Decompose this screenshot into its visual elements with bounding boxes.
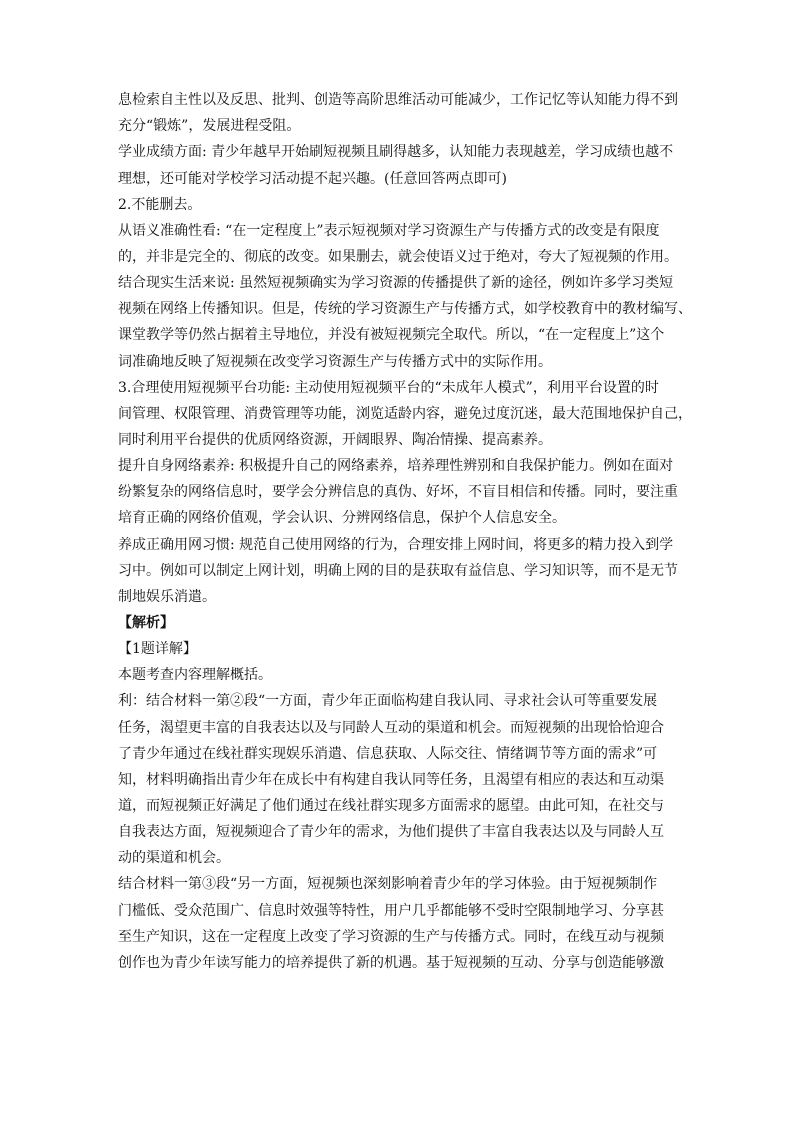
text-line: 同时利用平台提供的优质网络资源，开阔眼界、陶冶情操、提高素养。 xyxy=(118,432,552,448)
text-line: 从语义准确性看: “在一定程度上”表示短视频对学习资源生产与传播方式的改变是有限度 xyxy=(118,223,660,239)
text-line: 纷繁复杂的网络信息时，要学会分辨信息的真伪、好坏，不盲目相信和传播。同时，要注重 xyxy=(118,484,678,500)
text-line: 门槛低、受众范围广、信息时效强等特性，用户几乎都能够不受时空限制地学习、分享甚 xyxy=(118,903,664,919)
text-line: 制地娱乐消遣。 xyxy=(118,589,216,605)
text-line: 创作也为青少年读写能力的培养提供了新的机遇。基于短视频的互动、分享与创造能够激 xyxy=(118,955,664,971)
text-line: 培育正确的网络价值观，学会认识、分辨网络信息，保护个人信息安全。 xyxy=(118,510,566,526)
text-line: 理想，还可能对学校学习活动提不起兴趣。(任意回答两点即可) xyxy=(118,171,507,187)
text-line: 视频在网络上传播知识。但是，传统的学习资源生产与传播方式，如学校教育中的教材编写、 xyxy=(118,301,692,317)
section-heading-analysis: 【解析】 xyxy=(118,615,174,631)
text-line: 3.合理使用短视频平台功能: 主动使用短视频平台的“未成年人模式”，利用平台设置的时 xyxy=(118,380,659,396)
text-line: 提升自身网络素养: 积极提升自己的网络素养，培养理性辨别和自我保护能力。例如在面对 xyxy=(118,458,674,474)
text-line: 知，材料明确指出青少年在成长中有构建自我认同等任务，且渴望有相应的表达和互动渠 xyxy=(118,772,664,788)
text-line: 利：结合材料一第②段“一方面，青少年正面临构建自我认同、寻求社会认可等重要发展 xyxy=(118,693,658,709)
text-line: 间管理、权限管理、消费管理等功能，浏览适龄内容，避免过度沉迷，最大范围地保护自己， xyxy=(118,406,692,422)
text-line: 学业成绩方面: 青少年越早开始刷短视频且刷得越多，认知能力表现越差，学习成绩也越不 xyxy=(118,144,674,160)
text-line: 至生产知识，这在一定程度上改变了学习资源的生产与传播方式。同时，在线互动与视频 xyxy=(118,929,664,945)
text-line: 养成正确用网习惯: 规范自己使用网络的行为，合理安排上网时间，将更多的精力投入到学 xyxy=(118,537,674,553)
text-line: 结合材料一第③段“另一方面，短视频也深刻影响着青少年的学习体验。由于短视频制作 xyxy=(118,876,658,892)
text-line: 结合现实生活来说: 虽然短视频确实为学习资源的传播提供了新的途径，例如许多学习类短 xyxy=(118,275,674,291)
text-line: 了青少年通过在线社群实现娱乐消遣、信息获取、人际交往、情绪调节等方面的需求”可 xyxy=(118,746,658,762)
text-line: 充分“锻炼”，发展进程受阻。 xyxy=(118,118,301,134)
text-line: 任务，渴望更丰富的自我表达以及与同龄人互动的渠道和机会。而短视频的出现恰恰迎合 xyxy=(118,720,664,736)
text-line: 课堂教学等仍然占据着主导地位，并没有被短视频完全取代。所以，“在一定程度上”这个 xyxy=(118,327,665,343)
text-line: 词准确地反映了短视频在改变学习资源生产与传播方式中的实际作用。 xyxy=(118,354,552,370)
text-line: 自我表达方面，短视频迎合了青少年的需求，为他们提供了丰富自我表达以及与同龄人互 xyxy=(118,824,664,840)
text-line: 本题考查内容理解概括。 xyxy=(118,667,272,683)
text-line: 息检索自主性以及反思、批判、创造等高阶思维活动可能减少，工作记忆等认知能力得不到 xyxy=(118,92,678,108)
text-line: 动的渠道和机会。 xyxy=(118,850,230,866)
text-line: 的，并非是完全的、彻底的改变。如果删去，就会使语义过于绝对，夸大了短视频的作用。 xyxy=(118,249,678,265)
text-line: 道，而短视频正好满足了他们通过在线社群实现多方面需求的愿望。由此可知，在社交与 xyxy=(118,798,664,814)
text-line: 习中。例如可以制定上网计划，明确上网的目的是获取有益信息、学习知识等，而不是无节 xyxy=(118,563,678,579)
text-line: 2.不能删去。 xyxy=(118,197,202,213)
section-heading-q1-detail: 【1题详解】 xyxy=(118,641,197,657)
